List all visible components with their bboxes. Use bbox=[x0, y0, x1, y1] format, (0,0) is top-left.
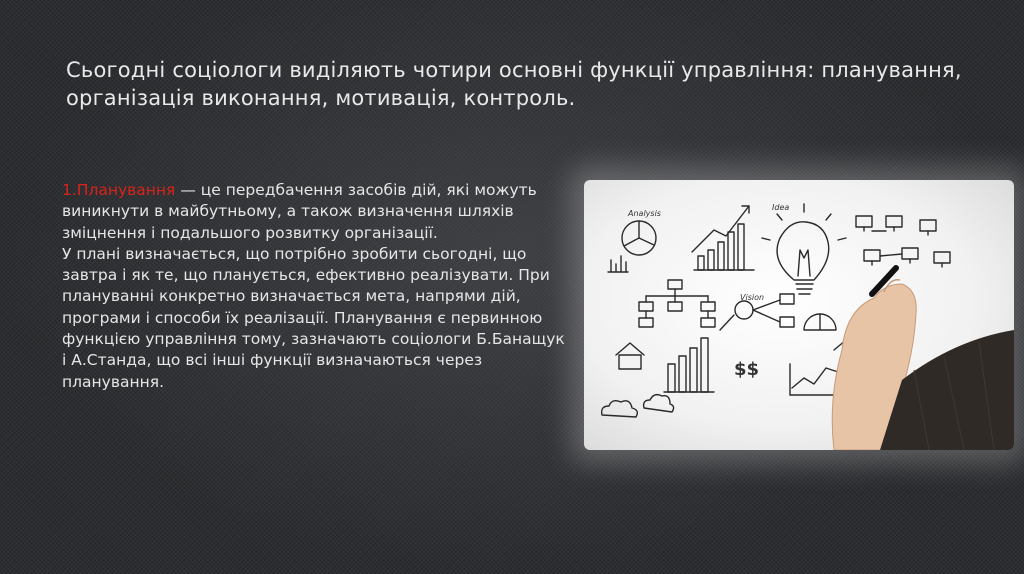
lightbulb-icon bbox=[762, 204, 846, 294]
idea-label: Idea bbox=[772, 203, 790, 212]
candlestick-icon bbox=[608, 256, 628, 272]
plan-paragraph: У плані визначається, що потрібно зробити сьогодні, що завтра і як те, що планується, ефективно реалізувати. При плануванні конкретно визначається мета, напрями дій, програми і способи їх реалізації. Планування є первинною функцією управління тому, зазначають соціологи Б.Банащук і А.Станда, що всі інші функції визначаються через планування. bbox=[62, 244, 565, 391]
bar-chart-icon bbox=[664, 338, 714, 392]
growth-chart-icon bbox=[692, 206, 754, 270]
body-text bbox=[62, 180, 572, 393]
pie-chart-icon bbox=[622, 221, 656, 255]
planning-term: 1.Планування bbox=[62, 181, 176, 199]
org-chart-icon bbox=[639, 280, 715, 327]
analysis-label: Analysis bbox=[628, 209, 661, 218]
dollar-label: $$ bbox=[734, 359, 760, 380]
hand-with-marker bbox=[832, 280, 1014, 450]
planning-illustration bbox=[584, 180, 1014, 450]
vision-label: Vision bbox=[740, 293, 765, 302]
cloud-icon bbox=[602, 395, 674, 417]
semicircle-chart-icon bbox=[804, 314, 836, 330]
definition-paragraph bbox=[62, 180, 572, 244]
business-sketch-image bbox=[584, 180, 1014, 450]
house-icon bbox=[616, 343, 644, 369]
computers-icon bbox=[856, 216, 950, 267]
slide-title: Сьогодні соціологи виділяють чотири основні функції управління: планування, організація виконання, мотивація, контроль. bbox=[66, 58, 962, 110]
definition-text: — це передбачення засобів дій, які можуть виникнути в майбутньому, а також визначення шляхів зміцнення і подальшого розвитку організації. bbox=[62, 181, 537, 242]
